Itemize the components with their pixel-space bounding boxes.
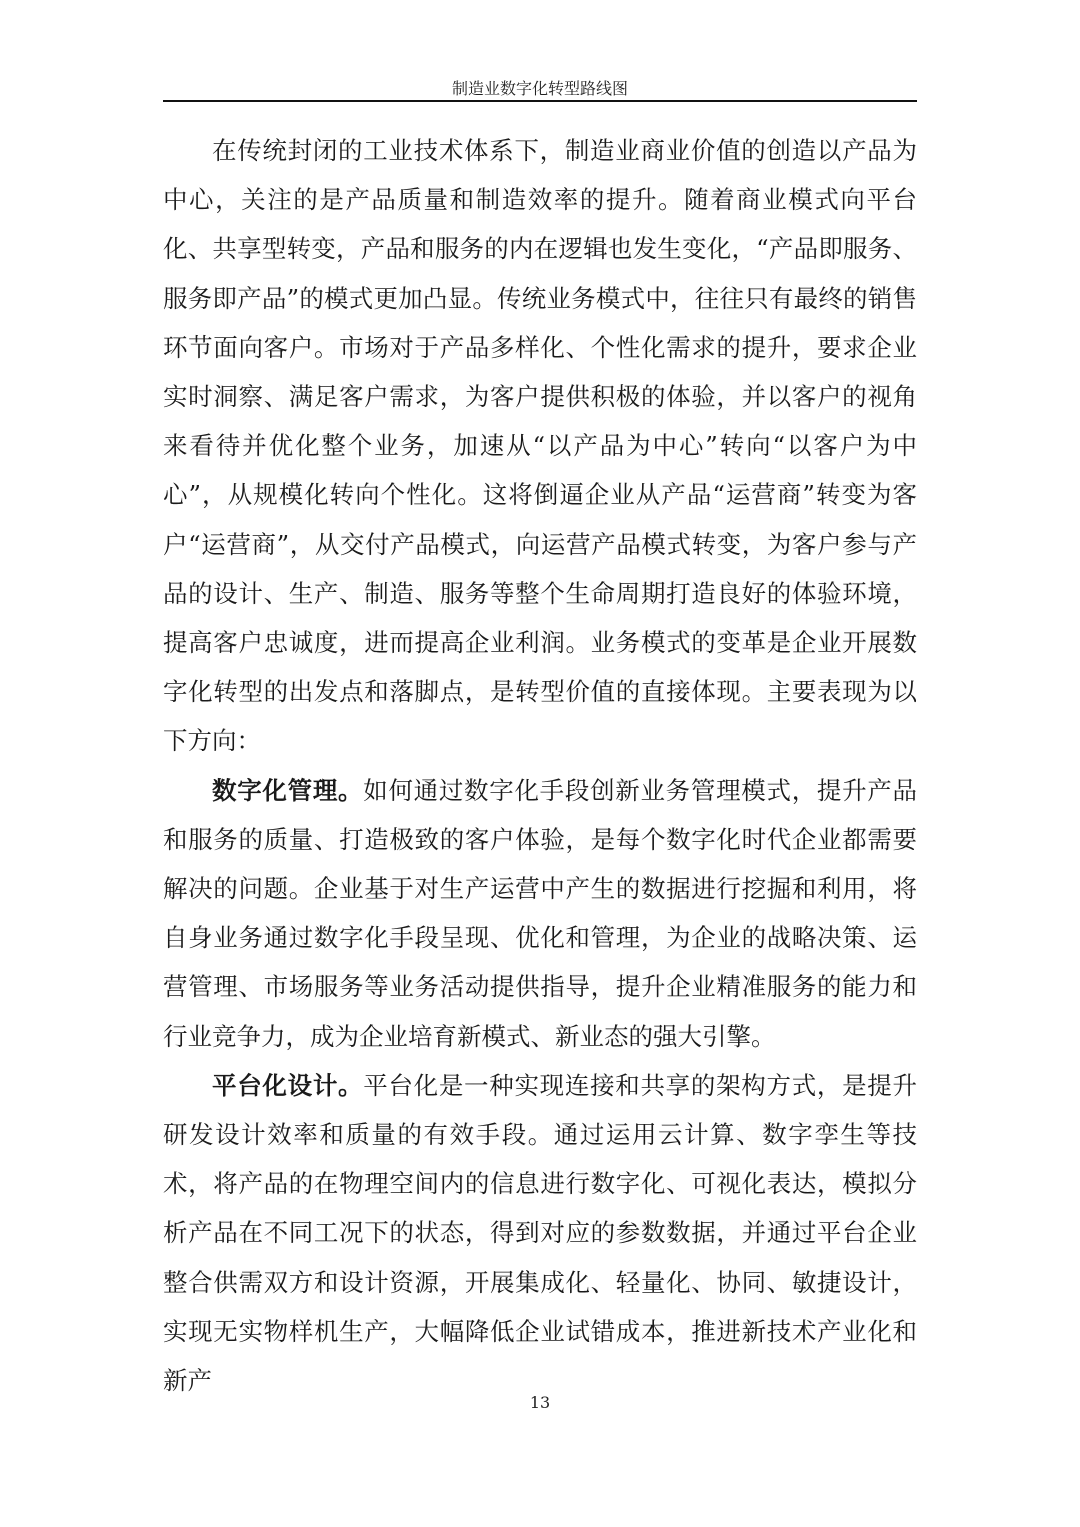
paragraph-text: 在传统封闭的工业技术体系下，制造业商业价值的创造以产品为中心，关注的是产品质量和制造效率的提升。随着商业模式向平台化、共享型转变，产品和服务的内在逻辑也发生变化，“产品即服务、服务即产品”的模式更加凸显。传统业务模式中，往往只有最终的销售环节面向客户。市场对于产品多样化、个性化需求的提升，要求企业实时洞察、满足客户需求，为客户提供积极的体验，并以客户的视角来看待并优化整个业务，加速从“以产品为中心”转向“以客户为中心”，从规模化转向个性化。这将倒逼企业从产品“运营商”转变为客户“运营商”，从交付产品模式，向运营产品模式转变，为客户参与产品的设计、生产、制造、服务等整个生命周期打造良好的体验环境，提高客户忠诚度，进而提高企业利润。业务模式的变革是企业开展数字化转型的出发点和落脚点，是转型价值的直接体现。主要表现为以下方向： — [163, 136, 917, 756]
body-text — [163, 126, 917, 1405]
paragraph-lead: 平台化设计。 — [212, 1070, 364, 1100]
paragraph-platform-design — [163, 1061, 917, 1405]
paragraph-text: 如何通过数字化手段创新业务管理模式，提升产品和服务的质量、打造极致的客户体验，是每个数字化时代企业都需要解决的问题。企业基于对生产运营中产生的数据进行挖掘和利用，将自身业务通过数字化手段呈现、优化和管理，为企业的战略决策、运营管理、市场服务等业务活动提供指导，提升企业精准服务的能力和行业竞争力，成为企业培育新模式、新业态的强大引擎。 — [163, 775, 918, 1051]
running-header: 制造业数字化转型路线图 — [451, 79, 628, 98]
paragraph-text: 平台化是一种实现连接和共享的架构方式，是提升研发设计效率和质量的有效手段。通过运用云计算、数字孪生等技术，将产品的在物理空间内的信息进行数字化、可视化表达，模拟分析产品在不同工况下的状态，得到对应的参数数据，并通过平台企业整合供需双方和设计资源，开展集成化、轻量化、协同、敏捷设计，实现无实物样机生产，大幅降低企业试错成本，推进新技术产业化和新产 — [163, 1070, 918, 1396]
paragraph-intro — [163, 126, 917, 766]
paragraph-lead: 数字化管理。 — [212, 775, 364, 805]
paragraph-digital-management — [163, 766, 917, 1061]
header-rule — [163, 100, 917, 102]
page-number: 13 — [529, 1393, 551, 1412]
